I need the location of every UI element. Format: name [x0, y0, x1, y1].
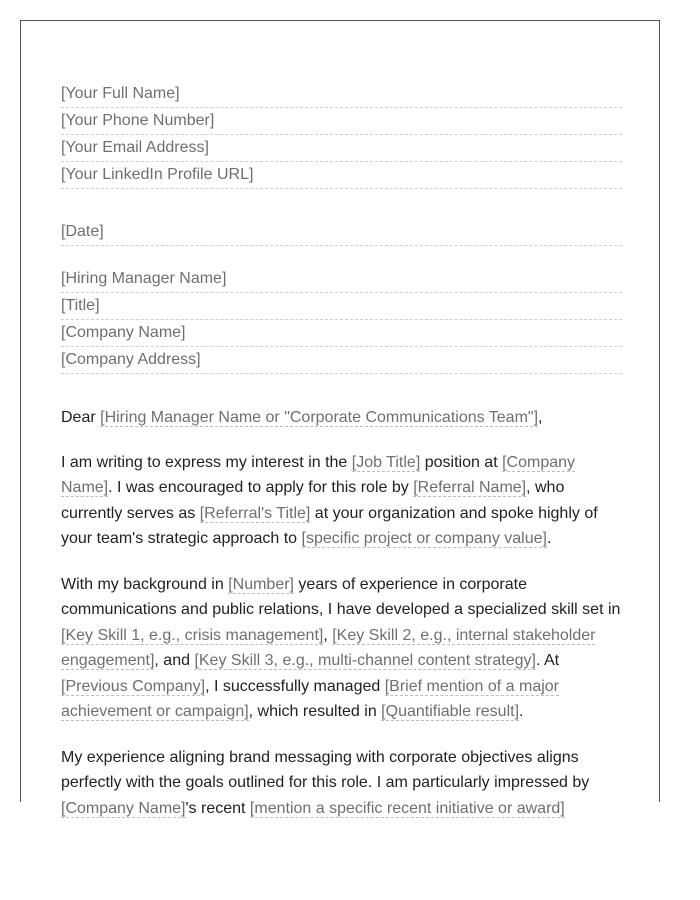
text: , I successfully managed — [205, 677, 385, 695]
text: , and — [154, 652, 195, 669]
company-name-placeholder[interactable]: [Company Name] — [61, 453, 576, 496]
project-value-placeholder[interactable]: [specific project or company value] — [301, 530, 547, 547]
achievement-placeholder[interactable]: [Brief mention of a major achievement or campaign] — [61, 677, 559, 720]
quantifiable-result-placeholder[interactable]: [Quantifiable result] — [381, 703, 520, 720]
spacer — [61, 552, 622, 572]
text: years of experience in corporate communications and public relations, I have developed a specialized skill set in — [61, 575, 621, 618]
paragraph-alignment — [61, 745, 622, 822]
referral-title-placeholder[interactable]: [Referral's Title] — [199, 504, 311, 522]
referral-name-placeholder[interactable]: [Referral Name] — [413, 479, 527, 496]
recipient-name[interactable]: [Hiring Manager Name] — [61, 266, 622, 293]
years-number-placeholder[interactable]: [Number] — [228, 575, 294, 593]
text: With my background in — [61, 575, 229, 593]
sender-full-name[interactable]: [Your Full Name] — [61, 81, 622, 108]
salutation-name-placeholder[interactable]: [Hiring Manager Name or "Corporate Communications Team"] — [100, 409, 539, 426]
sender-linkedin[interactable]: [Your LinkedIn Profile URL] — [61, 162, 622, 189]
key-skill-1-placeholder[interactable]: [Key Skill 1, e.g., crisis management] — [61, 626, 324, 644]
text: 's recent — [185, 799, 250, 817]
salutation-dear: Dear — [61, 409, 101, 426]
previous-company-placeholder[interactable]: [Previous Company] — [61, 677, 206, 695]
letter-date[interactable]: [Date] — [61, 219, 622, 246]
recent-initiative-placeholder[interactable]: [mention a specific recent initiative or award] — [249, 799, 565, 817]
text: I am writing to express my interest in the — [61, 453, 352, 471]
text: My experience aligning brand messaging with corporate objectives aligns perfectly with the goals outlined for this role. I am particularly impressed by — [61, 748, 590, 791]
sender-email[interactable]: [Your Email Address] — [61, 135, 622, 162]
letter-content — [61, 81, 622, 821]
paragraph-experience — [61, 572, 622, 725]
text: . — [546, 530, 552, 547]
recipient-address[interactable]: [Company Address] — [61, 347, 622, 374]
key-skill-2-placeholder[interactable]: [Key Skill 2, e.g., internal stakeholder engagement] — [61, 626, 596, 669]
text: . — [519, 703, 524, 720]
text: , which resulted in — [248, 703, 382, 720]
text: , — [323, 626, 333, 644]
spacer — [61, 725, 622, 745]
letter-page — [20, 20, 660, 817]
text: , who currently serves as — [61, 479, 565, 522]
job-title-placeholder[interactable]: [Job Title] — [351, 453, 421, 471]
text: . I was encouraged to apply for this role by — [108, 479, 414, 496]
sender-phone[interactable]: [Your Phone Number] — [61, 108, 622, 135]
key-skill-3-placeholder[interactable]: [Key Skill 3, e.g., multi-channel content strategy] — [194, 652, 536, 669]
text: position at — [420, 453, 503, 471]
text: . At — [535, 652, 560, 669]
spacer — [61, 189, 622, 219]
recipient-title[interactable]: [Title] — [61, 293, 622, 320]
salutation-comma: , — [538, 409, 543, 426]
recipient-company[interactable]: [Company Name] — [61, 320, 622, 347]
company-name-placeholder[interactable]: [Company Name] — [61, 799, 186, 817]
spacer — [61, 246, 622, 266]
paragraph-intro — [61, 450, 622, 552]
salutation — [61, 405, 622, 431]
text: at your organization and spoke highly of your team's strategic approach to — [61, 504, 598, 547]
